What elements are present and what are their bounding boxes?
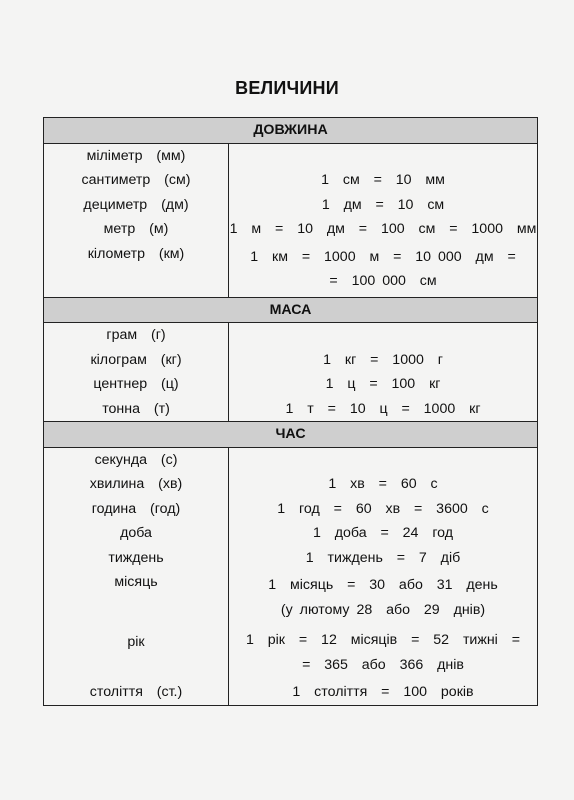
unit-cell: тиждень (44, 546, 229, 571)
table-row (44, 348, 538, 373)
table-row (44, 680, 538, 705)
unit-cell: кілометр (км) (44, 242, 229, 298)
table-row (44, 143, 538, 168)
table-row (44, 323, 538, 348)
section-header-length (44, 118, 538, 144)
section-title-time: ЧАС (44, 422, 538, 448)
relation-cell: 1 місяць = 30 або 31 день (у лютому 28 або 29 днів) (229, 570, 538, 625)
unit-cell: сантиметр (см) (44, 168, 229, 193)
table-row (44, 625, 538, 680)
unit-cell: метр (м) (44, 217, 229, 242)
unit-cell: кілограм (кг) (44, 348, 229, 373)
table-row (44, 168, 538, 193)
units-table (43, 117, 538, 706)
relation-cell: 1 см = 10 мм (229, 168, 538, 193)
unit-cell: дециметр (дм) (44, 193, 229, 218)
section-title-length: ДОВЖИНА (44, 118, 538, 144)
table-row (44, 447, 538, 472)
table-row (44, 372, 538, 397)
relation-cell: 1 т = 10 ц = 1000 кг (229, 397, 538, 422)
unit-cell: міліметр (мм) (44, 143, 229, 168)
section-title-mass: МАСА (44, 297, 538, 323)
unit-cell: секунда (с) (44, 447, 229, 472)
unit-cell: місяць (44, 570, 229, 625)
unit-cell: центнер (ц) (44, 372, 229, 397)
relation-cell (229, 447, 538, 472)
section-header-mass (44, 297, 538, 323)
relation-cell: 1 хв = 60 с (229, 472, 538, 497)
relation-cell: 1 дм = 10 см (229, 193, 538, 218)
table-row (44, 570, 538, 625)
table-row (44, 242, 538, 298)
table-row (44, 472, 538, 497)
table-row (44, 521, 538, 546)
relation-cell (229, 143, 538, 168)
relation-cell: 1 тиждень = 7 діб (229, 546, 538, 571)
relation-cell: 1 год = 60 хв = 3600 с (229, 497, 538, 522)
relation-cell: 1 кг = 1000 г (229, 348, 538, 373)
relation-cell: 1 доба = 24 год (229, 521, 538, 546)
section-header-time (44, 422, 538, 448)
unit-cell: грам (г) (44, 323, 229, 348)
relation-cell: 1 м = 10 дм = 100 см = 1000 мм (229, 217, 538, 242)
unit-cell: тонна (т) (44, 397, 229, 422)
relation-cell: 1 рік = 12 місяців = 52 тижні = = 365 або 366 днів (229, 625, 538, 680)
unit-cell: хвилина (хв) (44, 472, 229, 497)
unit-cell: година (год) (44, 497, 229, 522)
relation-cell: 1 ц = 100 кг (229, 372, 538, 397)
table-row (44, 546, 538, 571)
unit-cell: століття (ст.) (44, 680, 229, 705)
table-row (44, 217, 538, 242)
table-row (44, 193, 538, 218)
relation-cell: 1 століття = 100 років (229, 680, 538, 705)
table-row (44, 497, 538, 522)
relation-cell (229, 323, 538, 348)
table-row (44, 397, 538, 422)
unit-cell: доба (44, 521, 229, 546)
unit-cell: рік (44, 625, 229, 680)
relation-cell: 1 км = 1000 м = 10 000 дм = = 100 000 см (229, 242, 538, 298)
page-title: ВЕЛИЧИНИ (235, 78, 339, 98)
